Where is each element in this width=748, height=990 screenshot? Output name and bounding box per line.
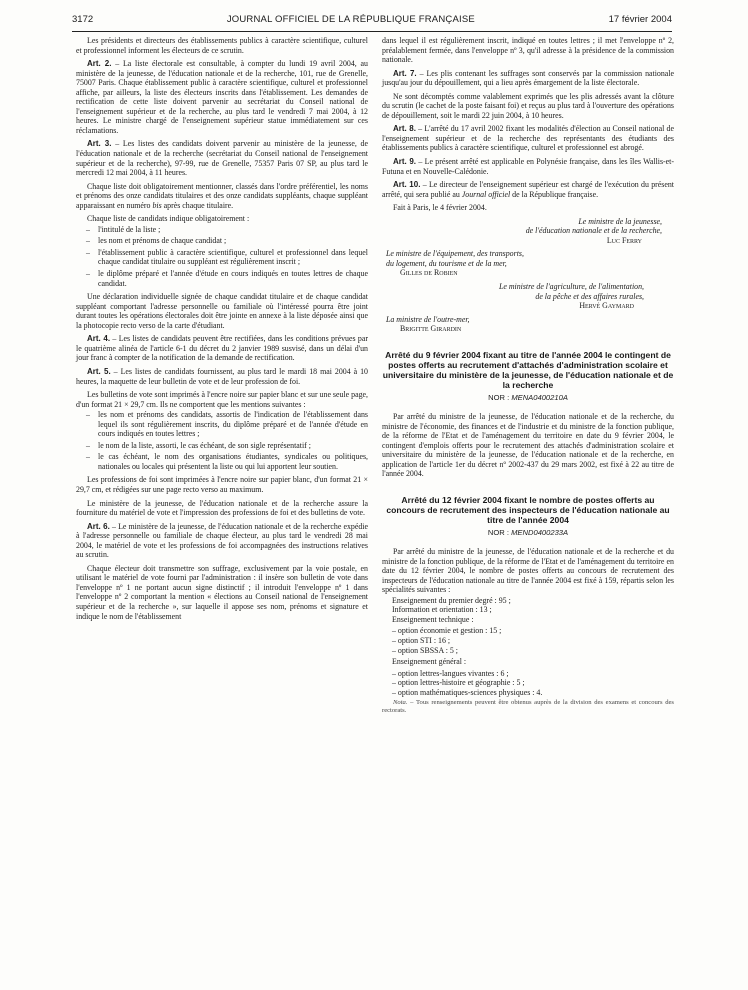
- article-text: – Les listes de candidats fournissent, au plus tard le mardi 18 mai 2004 à 10 heures, la maquette de leur bulletin de vote et de leur profession de foi.: [76, 366, 369, 386]
- paragraph: Chaque liste de candidats indique obligatoirement :: [87, 214, 250, 224]
- signatory-name: Brigitte Girardin: [400, 324, 462, 334]
- signatory-title: Le ministre de l'agriculture, de l'alimentation,: [498, 282, 644, 292]
- article-text: – Le présent arrêté est applicable en Polynésie française, dans les îles Wallis-et-Futuna et en Nouvelle-Calédonie.: [382, 157, 675, 176]
- list-item: Information et orientation : 13 ;: [392, 605, 492, 615]
- signatory-title: du logement, du tourisme et de la mer,: [386, 258, 507, 268]
- article-7: [382, 69, 674, 88]
- right-column: [382, 36, 674, 719]
- nor-reference: [382, 528, 674, 538]
- paragraph: [76, 182, 368, 211]
- article-2: [76, 59, 368, 135]
- list-item: Enseignement technique :: [392, 614, 474, 624]
- article-9: [382, 157, 674, 176]
- paragraph: Les bulletins de vote sont imprimés à l'encre noire sur papier blanc et sur une seule page, d'un format 21 × 29,7 cm. Ils ne comportent que les mentions suivantes :: [76, 390, 368, 409]
- list-item: – option STI : 16 ;: [392, 636, 674, 646]
- note-text: – Tous renseignements peuvent être obtenus auprès de la division des examens et concours des rectorats.: [382, 699, 674, 715]
- signature-block: [382, 315, 674, 334]
- list-item: Enseignement du premier degré : 95 ;: [392, 595, 511, 605]
- article-text: – La liste électorale est consultable, à compter du lundi 19 avril 2004, au ministère de la jeunesse, de l'éducation nationale et de la recherche, 101, rue de Grenelle, 75007 Paris. Chaque établissement public à caractère scientifique, culturel et professionnel affiche, par ailleurs, la liste des électeurs inscrits dans l'établissement. Les demandes de rectification de cette liste doivent parvenir au secrétariat du Conseil national de l'enseignement supérieur et de la recherche, au plus tard le vendredi 7 mai 2004, à 12 heures. Le ministre chargé de l'enseignement supérieur statue immédiatement sur ces réclamations.: [76, 59, 368, 135]
- candidate-info-list: [76, 225, 368, 288]
- paragraph: Les professions de foi sont imprimées à l'encre noire sur papier blanc, d'un format 21 × 29,7 cm, et rédigées sur une page recto verso au maximum.: [76, 475, 368, 494]
- decree-title: Arrêté du 12 février 2004 fixant le nombre de postes offerts au concours de recrutement des inspecteurs de l'éducation nationale au titre de l'année 2004: [386, 494, 670, 526]
- list-item: – l'établissement public à caractère scientifique, culturel et professionnel dans lequel chaque candidat titulaire ou suppléant est régulièrement inscrit ;: [98, 248, 368, 267]
- list-item: – option SBSSA : 5 ;: [392, 646, 674, 656]
- footnote: [382, 699, 674, 715]
- list-item: – option lettres-langues vivantes : 6 ;: [392, 669, 674, 679]
- signature-block: [382, 282, 674, 311]
- article-label: Art. 4.: [87, 334, 111, 344]
- article-text: – Les plis contenant les suffrages sont conservés par la commission nationale jusqu'au jour du dépouillement, qui a lieu après émargement de la liste électorale.: [382, 68, 674, 88]
- signatory-title: de l'éducation nationale et de la recherche,: [525, 226, 662, 236]
- paragraph: Une déclaration individuelle signée de chaque candidat titulaire et de chaque candidat suppléant comportant l'adresse personnelle ou familiale où l'intéressé pourra être joint durant toutes les opérations électorales doit être jointe en annexe à la liste déposée ainsi que la photocopie recto verso de la carte d'étudiant.: [76, 292, 368, 330]
- list-item: – option lettres-histoire et géographie : 5 ;: [392, 678, 674, 688]
- article-label: Art. 6.: [87, 521, 110, 531]
- signatory-title: de la pêche et des affaires rurales,: [535, 291, 644, 301]
- journal-title: JOURNAL OFFICIEL DE LA RÉPUBLIQUE FRANÇAISE: [226, 14, 475, 25]
- signatory-name: Hervé Gaymard: [579, 301, 634, 311]
- header-rule: [72, 31, 672, 32]
- paragraph: Les présidents et directeurs des établissements publics à caractère scientifique, culturel et professionnel informent les électeurs de ce scrutin.: [76, 36, 368, 55]
- article-text: de la République française.: [510, 189, 599, 199]
- technical-options-list: [382, 626, 674, 655]
- article-label: Art. 5.: [87, 366, 111, 376]
- paragraph: dans lequel il est régulièrement inscrit, indiqué en toutes lettres ; il met l'enveloppe nº 2, préalablement fermée, dans l'enveloppe nº 3, qu'il adresse à la présidence de la commission nationale.: [382, 36, 674, 65]
- signature-block: [382, 249, 674, 278]
- article-label: Art. 7.: [393, 68, 417, 78]
- specialty-list: [382, 657, 674, 667]
- article-label: Art. 9.: [393, 157, 417, 167]
- specialty-list: [382, 596, 674, 625]
- place-date: Fait à Paris, le 4 février 2004.: [393, 203, 487, 213]
- signatory-title: Le ministre de la jeunesse,: [578, 216, 662, 226]
- list-item: – l'intitulé de la liste ;: [98, 225, 368, 235]
- list-item: – les nom et prénoms des candidats, assortis de l'indication de l'établissement dans lequel ils sont régulièrement inscrits, du diplôme préparé et de l'année d'étude en cours indiqués en toutes lettres ;: [98, 410, 368, 439]
- paragraph: Chaque électeur doit transmettre son suffrage, exclusivement par la voie postale, en utilisant le matériel de vote fourni par l'administration : il insère son bulletin de vote dans l'enveloppe nº 1 ne portant aucun signe distinctif ; il introduit l'enveloppe nº 1 dans l'enveloppe nº 2 comportant la mention « élections au Conseil national de l'enseignement supérieur et de la recherche », sur laquelle il appose ses nom, prénoms et signature et indique le nom de l'établissement: [76, 563, 368, 621]
- ballot-mentions-list: [76, 410, 368, 471]
- journal-reference: Journal officiel: [461, 189, 511, 199]
- paragraph: Par arrêté du ministre de la jeunesse, de l'éducation nationale et de la recherche, du ministre de l'économie, des finances et de l'industrie et du ministre de la fonction publique, de la réforme de l'Etat et de l'aménagement du territoire en date du 9 février 2004, le contingent d'emplois offerts pour le recrutement des attachés d'administration scolaire et universitaire du ministère de la jeunesse, de l'éducation nationale et de la recherche, en application de l'article 1er du décret nº 2002-437 du 29 mars 2002, est fixé à 22 au titre de l'année 2004.: [382, 412, 674, 479]
- nor-reference: [382, 393, 674, 403]
- article-label: Art. 2.: [87, 59, 112, 69]
- nor-label: NOR :: [488, 392, 512, 402]
- article-8: [382, 124, 674, 153]
- article-text: – Les listes de candidats peuvent être rectifiées, dans les conditions prévues par le quatrième alinéa de l'article 6-1 du décret du 2 janvier 1989 susvisé, dans un délai d'un jour franc à compter de la notification de la demande de rectification.: [76, 334, 368, 363]
- paragraph: Ne sont décomptés comme valablement exprimés que les plis adressés avant la clôture du scrutin (le cachet de la poste faisant foi) et reçus au plus tard à l'ouverture des opérations de dépouillement, soit le mardi 22 juin 2004, à 10 heures.: [382, 91, 674, 120]
- left-column: [76, 36, 368, 625]
- note-label: Nota.: [393, 699, 408, 707]
- list-item: – option économie et gestion : 15 ;: [392, 626, 674, 636]
- article-label: Art. 3.: [87, 139, 112, 149]
- paragraph-text: après chaque titulaire.: [161, 200, 234, 210]
- signatory-name: Gilles de Robien: [400, 268, 458, 278]
- list-item: – le cas échéant, le nom des organisations étudiantes, syndicales ou politiques, nationales ou locales qui présentent la liste ou qui lui apportent leur soutien.: [98, 452, 368, 471]
- decree-title: Arrêté du 9 février 2004 fixant au titre de l'année 2004 le contingent de postes offerts au recrutement d'attachés d'administration scolaire et universitaire du ministère de la jeunesse, de l'éducation nationale et de la recherche: [382, 349, 674, 391]
- list-item: Enseignement général :: [392, 657, 467, 667]
- signatory-name: Luc Ferry: [606, 235, 642, 245]
- general-options-list: [382, 669, 674, 698]
- list-item: – les nom et prénoms de chaque candidat ;: [98, 236, 368, 246]
- page-header: [72, 14, 672, 30]
- page-number: 3172: [72, 14, 94, 25]
- article-10: [382, 180, 674, 199]
- article-text: – Le directeur de l'enseignement supérieur est chargé de l'exécution du présent arrêté, qui sera publié au: [382, 180, 674, 199]
- signatory-title: Le ministre de l'équipement, des transports,: [386, 249, 524, 259]
- article-text: – L'arrêté du 17 avril 2002 fixant les modalités d'élection au Conseil national de l'enseignement supérieur et de la recherche des représentants des étudiants des établissements publics à caractère scientifique, culturel et professionnel est abrogé.: [382, 124, 674, 153]
- paragraph: Le ministère de la jeunesse, de l'éducation nationale et de la recherche assure la fourniture du matériel de vote et l'impression des professions de foi et des bulletins de vote.: [76, 498, 368, 518]
- paragraph-text: Chaque liste doit obligatoirement mentionner, classés dans l'ordre préférentiel, les noms et prénoms des onze candidats titulaires et des onze candidats suppléants, chaque suppléant apparaissant en numéro: [76, 181, 368, 210]
- article-4: [76, 334, 368, 363]
- nor-code: MENA0400210A: [511, 392, 568, 402]
- list-item: – option mathématiques-sciences physiques : 4.: [392, 688, 674, 698]
- list-item: – le diplôme préparé et l'année d'étude en cours indiqués en toutes lettres de chaque candidat.: [98, 269, 368, 288]
- article-5: [76, 367, 368, 386]
- article-label: Art. 10.: [393, 180, 421, 190]
- paragraph: Par arrêté du ministre de la jeunesse, de l'éducation nationale et de la recherche et du ministre de la fonction publique, de la réforme de l'Etat et de l'aménagement du territoire en date du 12 février 2004, le nombre de postes offerts au concours de recrutement des inspecteurs de l'éducation nationale au titre de l'année 2004 est fixé à 159, répartis selon les spécialités suivantes :: [382, 547, 674, 595]
- article-6: [76, 522, 368, 560]
- signatory-title: La ministre de l'outre-mer,: [386, 314, 470, 324]
- article-text: – Les listes des candidats doivent parvenir au ministère de la jeunesse, de l'éducation nationale et de la recherche (secrétariat du Conseil national de l'enseignement supérieur et de la recherche), 97-99, rue de Grenelle, 75357 Paris 07 SP, au plus tard le mercredi 12 mai 2004, à 11 heures.: [76, 139, 368, 178]
- issue-date: 17 février 2004: [608, 14, 672, 25]
- nor-code: MEND0400233A: [511, 527, 569, 537]
- article-label: Art. 8.: [393, 124, 416, 134]
- list-item: – le nom de la liste, assorti, le cas échéant, de son sigle représentatif ;: [98, 441, 368, 451]
- article-text: – Le ministère de la jeunesse, de l'éducation nationale et de la recherche expédie à l'adresse personnelle ou familiale de chaque électeur, au plus tard le vendredi 28 mai 2004, le matériel de vote et les professions de foi accompagnées des instructions relatives au scrutin.: [76, 521, 368, 560]
- nor-label: NOR :: [487, 527, 512, 537]
- signature-block: [382, 217, 674, 246]
- italic-text: bis: [152, 200, 162, 210]
- article-3: [76, 139, 368, 177]
